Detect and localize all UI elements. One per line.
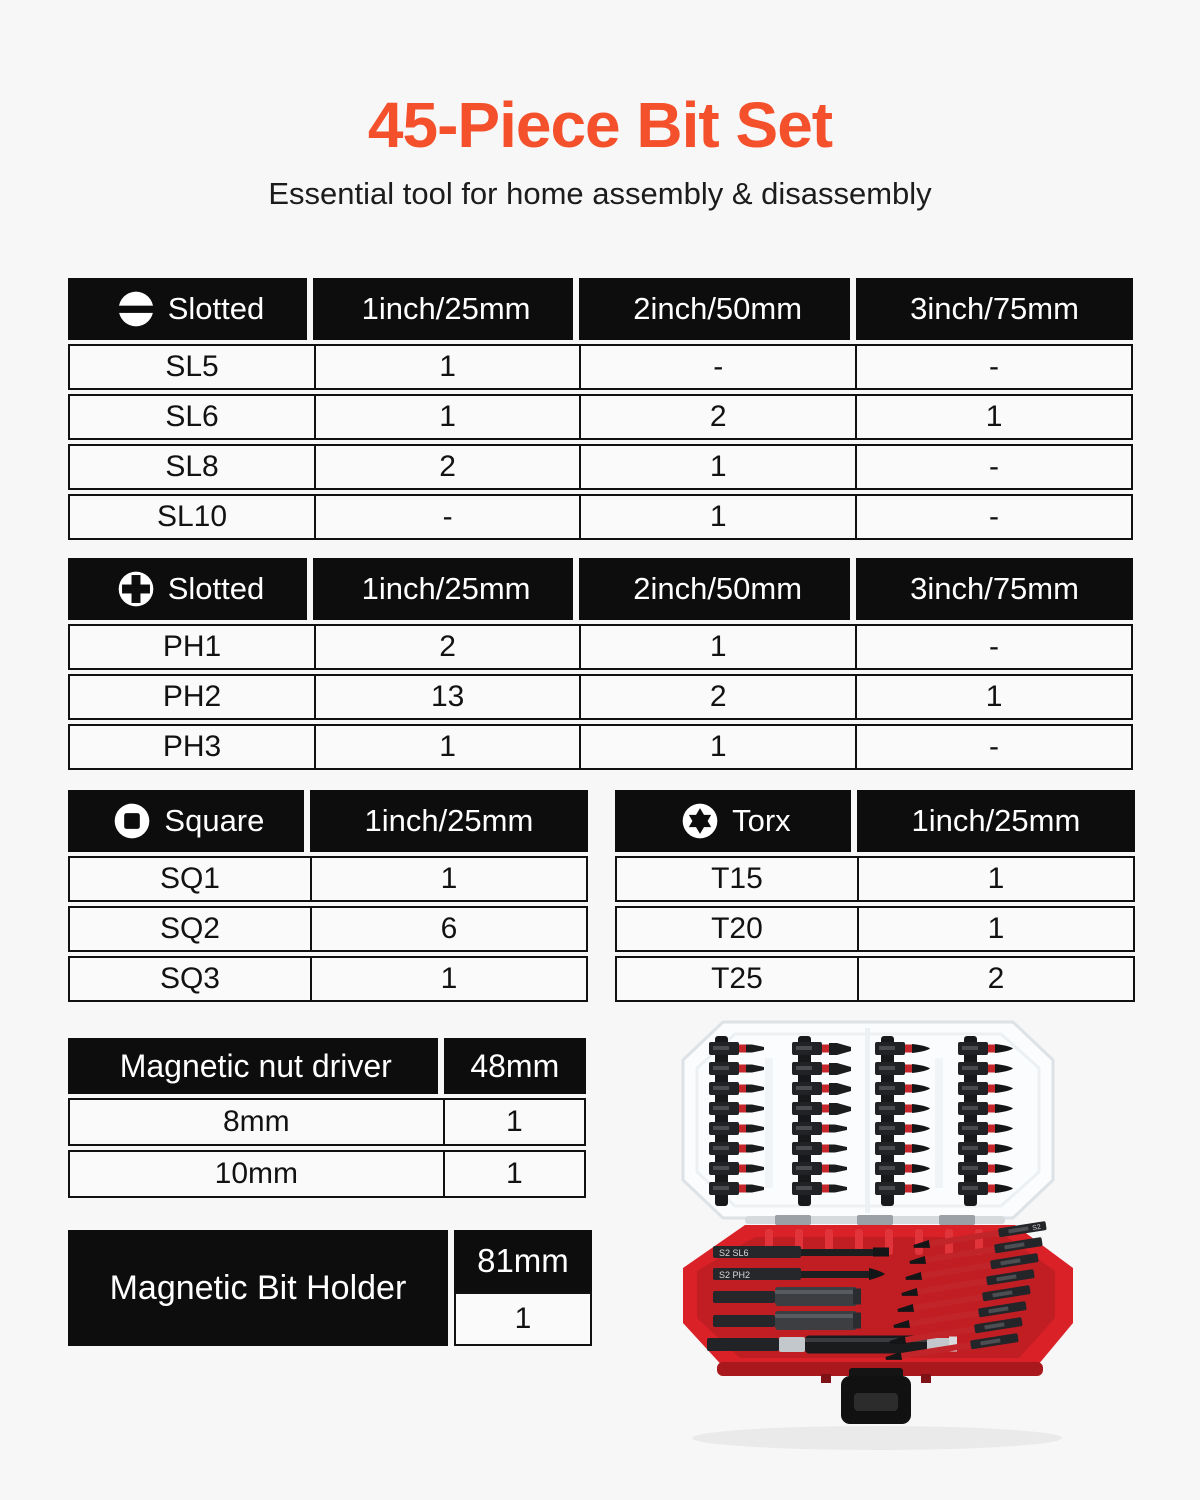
cell-value: 1 <box>579 726 855 768</box>
row-name: SQ1 <box>159 862 220 895</box>
row-name: SQ2 <box>159 912 220 945</box>
nut-driver-title-cell: Magnetic nut driver <box>68 1038 444 1094</box>
cell-value: 1 <box>443 1100 584 1144</box>
cell-value: - <box>855 626 1131 668</box>
table-row <box>68 1150 586 1198</box>
column-header: 48mm <box>444 1038 586 1094</box>
phillips-table <box>68 558 1133 770</box>
hinge <box>745 1215 1005 1225</box>
bit-holder-length-cell: 81mm <box>454 1230 592 1292</box>
column-header: 3inch/75mm <box>856 558 1133 620</box>
cell-value: 1 <box>314 346 579 388</box>
cell-value: 1 <box>310 858 586 900</box>
row-name: PH3 <box>162 730 222 763</box>
row-name: SL8 <box>165 450 219 483</box>
row-name: 10mm <box>214 1157 298 1190</box>
cell-value: 1 <box>314 396 579 438</box>
table-row <box>68 956 588 1002</box>
cell-value: 1 <box>579 446 855 488</box>
torx-title-cell <box>615 790 857 852</box>
cell-value: 2 <box>579 396 855 438</box>
latch <box>821 1368 931 1424</box>
cell-value: 2 <box>857 958 1133 1000</box>
cell-value: 1 <box>855 676 1131 718</box>
row-name: SQ3 <box>159 962 220 995</box>
cell-value: - <box>579 346 855 388</box>
column-header: 2inch/50mm <box>579 558 856 620</box>
table-row <box>68 624 1133 670</box>
table-row <box>615 906 1135 952</box>
bit-case-illustration <box>645 1018 1105 1478</box>
table-row <box>68 344 1133 390</box>
case-shadow <box>692 1426 1062 1450</box>
cell-value: 1 <box>579 496 855 538</box>
row-name: SL10 <box>156 500 228 533</box>
phillips-label: Slotted <box>167 571 265 606</box>
torx-icon <box>681 802 719 840</box>
square-table <box>68 790 588 1002</box>
slotted-icon <box>117 290 155 328</box>
product-photo <box>645 1018 1105 1478</box>
cell-value: 6 <box>310 908 586 950</box>
column-header: 3inch/75mm <box>856 278 1133 340</box>
cell-value: - <box>855 346 1131 388</box>
square-label: Square <box>164 803 265 838</box>
cell-value: - <box>855 446 1131 488</box>
square-title-cell <box>68 790 310 852</box>
slotted-title-cell <box>68 278 313 340</box>
bit-holder-table <box>68 1230 592 1346</box>
bit-label: S2 SL6 <box>719 1248 749 1258</box>
row-name: PH2 <box>162 680 222 713</box>
torx-label: Torx <box>732 803 791 838</box>
square-header-row <box>68 790 588 852</box>
nut-driver-table <box>68 1038 586 1198</box>
cell-value: 1 <box>310 958 586 1000</box>
table-row <box>68 494 1133 540</box>
row-name: 8mm <box>222 1105 290 1138</box>
cell-value: 2 <box>579 676 855 718</box>
cell-value: 1 <box>857 858 1133 900</box>
phillips-icon <box>117 570 155 608</box>
row-name: T25 <box>711 962 763 995</box>
table-row <box>68 856 588 902</box>
row-name: SL5 <box>165 350 219 383</box>
bit-holder-count-cell: 1 <box>454 1292 592 1346</box>
bit-shank-marking: S2 <box>1031 1223 1042 1233</box>
cell-value: - <box>855 496 1131 538</box>
square-icon <box>113 802 151 840</box>
phillips-title-cell <box>68 558 313 620</box>
table-row <box>615 956 1135 1002</box>
cell-value: 13 <box>314 676 579 718</box>
page-subtitle: Essential tool for home assembly & disassembly <box>268 176 932 211</box>
table-row <box>68 444 1133 490</box>
cell-value: - <box>314 496 579 538</box>
column-header: 1inch/25mm <box>313 558 579 620</box>
page-title: 45-Piece Bit Set <box>367 89 833 161</box>
row-name: T20 <box>711 912 763 945</box>
cell-value: 2 <box>314 446 579 488</box>
slotted-header-row <box>68 278 1133 340</box>
table-row <box>68 906 588 952</box>
table-row <box>68 1098 586 1146</box>
table-row <box>615 856 1135 902</box>
column-header: 1inch/25mm <box>857 790 1135 852</box>
table-row <box>68 724 1133 770</box>
bit-label: S2 PH2 <box>719 1270 751 1280</box>
torx-header-row <box>615 790 1135 852</box>
cell-value: 1 <box>857 908 1133 950</box>
table-row <box>68 394 1133 440</box>
cell-value: 1 <box>855 396 1131 438</box>
column-header: 1inch/25mm <box>313 278 579 340</box>
row-name: SL6 <box>165 400 219 433</box>
cell-value: 1 <box>443 1152 584 1196</box>
bit-holder-title-cell: Magnetic Bit Holder <box>68 1230 448 1346</box>
row-name: PH1 <box>162 630 222 663</box>
torx-table <box>615 790 1135 1002</box>
cell-value: 2 <box>314 626 579 668</box>
cell-value: 1 <box>314 726 579 768</box>
table-row <box>68 674 1133 720</box>
slotted-table <box>68 278 1133 540</box>
column-header: 1inch/25mm <box>310 790 588 852</box>
slotted-label: Slotted <box>167 291 265 326</box>
nut-driver-header-row <box>68 1038 586 1094</box>
phillips-header-row <box>68 558 1133 620</box>
cell-value: - <box>855 726 1131 768</box>
row-name: T15 <box>711 862 763 895</box>
cell-value: 1 <box>579 626 855 668</box>
column-header: 2inch/50mm <box>579 278 856 340</box>
